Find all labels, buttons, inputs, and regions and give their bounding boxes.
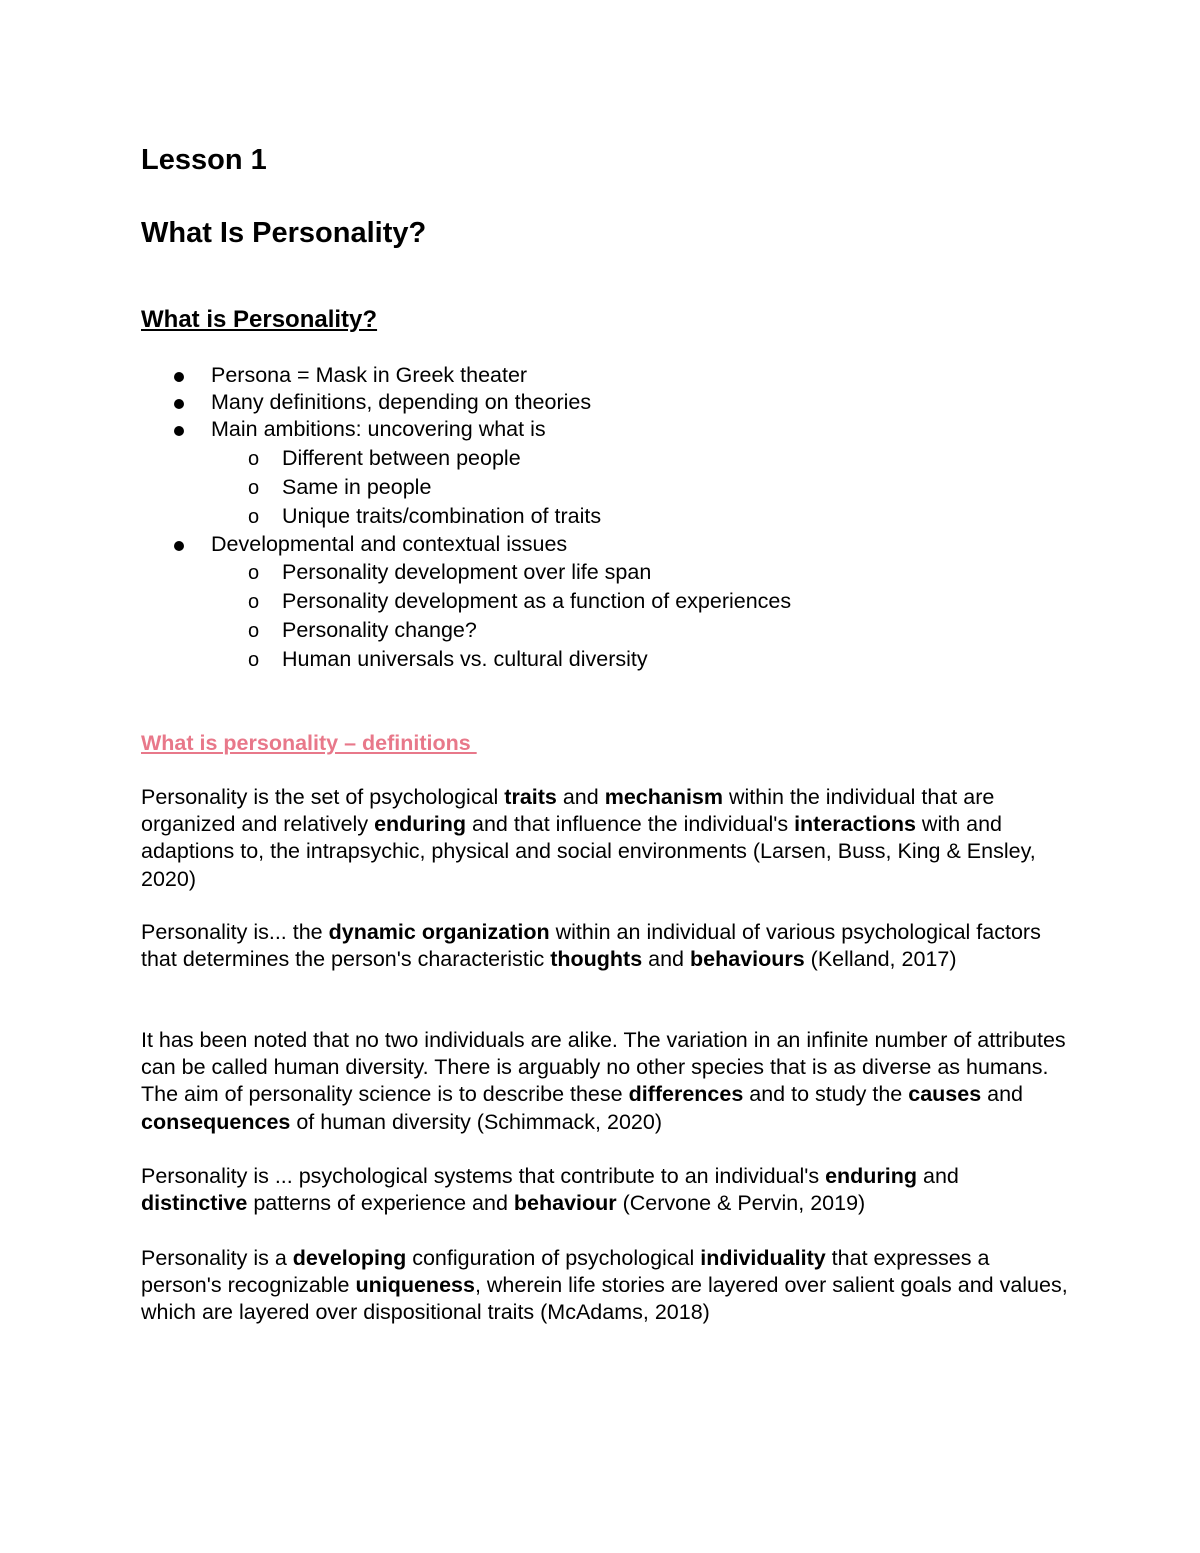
definition-paragraph <box>141 919 1071 973</box>
section-heading-definitions: What is personality – definitions <box>141 731 477 755</box>
bold-term: consequences <box>141 1109 291 1134</box>
section-heading-what-is-personality: What is Personality? <box>141 306 378 333</box>
bullet-item <box>141 416 1071 443</box>
paragraph-text: , wherein life stories are layered over salient goals and values, which are layered over dispositional traits (McAdams, 2018) <box>141 1273 1068 1325</box>
paragraph-text: and to study the <box>743 1082 909 1107</box>
paragraph-text: and <box>642 947 690 972</box>
sub-bullet-item <box>141 616 1071 645</box>
paragraph-text: and <box>917 1164 959 1188</box>
paragraph-text: (Kelland, 2017) <box>804 947 957 972</box>
paragraph-text: configuration of psychological <box>406 1246 701 1270</box>
paragraph-text: Personality is the set of psychological <box>141 785 505 809</box>
bold-term: causes <box>908 1082 982 1107</box>
sub-bullet-item <box>141 587 1071 616</box>
bullet-item <box>141 362 1071 389</box>
sub-bullet-circle-icon: o <box>248 561 260 584</box>
bullet-item <box>141 531 1071 558</box>
paragraph-text: Personality is... the <box>141 920 329 944</box>
paragraph-text: with and adaptions to, the intrapsychic, physical and social environments (Larsen, Buss, King & Ensley, 2020) <box>141 812 1036 891</box>
bullet-list <box>141 362 1071 674</box>
paragraph-text: It has been noted that no two individuals are alike. The variation in an infinite number of attributes can be called human diversity. There is arguably no other species that is as diverse as humans. The aim of personality science is to describe these <box>141 1028 1066 1107</box>
sub-bullet-item <box>141 558 1071 587</box>
bold-term: traits <box>504 785 557 809</box>
paragraph-text: Personality is ... psychological systems that contribute to an individual's <box>141 1164 826 1188</box>
bold-term: enduring <box>374 812 467 837</box>
paragraph-text: and that influence the individual's <box>466 812 795 837</box>
bullet-text: Persona = Mask in Greek theater <box>211 363 528 387</box>
sub-bullet-text: Personality change? <box>282 617 477 642</box>
sub-bullet-text: Different between people <box>282 445 521 470</box>
paragraph-text: and <box>556 785 605 809</box>
sub-bullet-text: Same in people <box>282 474 432 499</box>
lesson-title: Lesson 1 <box>141 144 267 176</box>
bullet-dot-icon <box>174 372 184 382</box>
bold-term: uniqueness <box>355 1273 475 1298</box>
sub-bullet-item <box>141 473 1071 502</box>
bullet-dot-icon <box>174 426 184 436</box>
bold-term: behaviours <box>690 947 805 972</box>
bold-term: individuality <box>700 1246 826 1270</box>
sub-bullet-item <box>141 645 1071 674</box>
document-title: What Is Personality? <box>141 217 427 249</box>
sub-bullet-circle-icon: o <box>248 590 260 613</box>
sub-bullet-circle-icon: o <box>248 476 260 499</box>
definition-paragraph <box>141 1027 1071 1136</box>
sub-bullet-text: Personality development as a function of experiences <box>282 588 792 613</box>
sub-bullet-circle-icon: o <box>248 447 260 470</box>
bold-term: differences <box>628 1082 744 1107</box>
paragraph-text: within the individual that are organized and relatively <box>141 785 995 837</box>
sub-bullet-circle-icon: o <box>248 505 260 528</box>
sub-bullet-item <box>141 502 1071 531</box>
bold-term: enduring <box>825 1164 918 1188</box>
bold-term: behaviour <box>513 1191 617 1216</box>
bullet-text: Many definitions, depending on theories <box>211 390 592 415</box>
bullet-dot-icon <box>174 399 184 409</box>
bullet-text: Main ambitions: uncovering what is <box>211 417 546 442</box>
sub-bullet-text: Human universals vs. cultural diversity <box>282 646 648 671</box>
bold-term: mechanism <box>604 785 724 809</box>
definition-paragraph <box>141 1245 1071 1327</box>
paragraph-text: patterns of experience and <box>247 1191 514 1216</box>
sub-bullet-item <box>141 444 1071 473</box>
paragraph-text: within an individual of various psychological factors that determines the person's characteristic <box>141 920 1041 972</box>
sub-bullet-circle-icon: o <box>248 648 260 671</box>
sub-bullet-circle-icon: o <box>248 619 260 642</box>
sub-bullet-text: Unique traits/combination of traits <box>282 503 602 528</box>
bold-term: dynamic organization <box>328 920 550 944</box>
definition-paragraph <box>141 784 1071 893</box>
paragraph-text: Personality is a <box>141 1246 293 1270</box>
bold-term: thoughts <box>550 947 643 972</box>
paragraph-text: of human diversity (Schimmack, 2020) <box>290 1109 662 1134</box>
bold-term: distinctive <box>141 1191 248 1216</box>
bullet-text: Developmental and contextual issues <box>211 531 568 556</box>
paragraph-text: that expresses a person's recognizable <box>141 1246 990 1298</box>
paragraph-text: and <box>981 1082 1024 1107</box>
bold-term: interactions <box>794 812 916 837</box>
sub-bullet-text: Personality development over life span <box>282 559 652 584</box>
definition-paragraph <box>141 1163 1071 1217</box>
bullet-item <box>141 389 1071 416</box>
bold-term: developing <box>292 1246 407 1270</box>
bullet-dot-icon <box>174 541 184 551</box>
paragraph-text: (Cervone & Pervin, 2019) <box>616 1191 866 1216</box>
